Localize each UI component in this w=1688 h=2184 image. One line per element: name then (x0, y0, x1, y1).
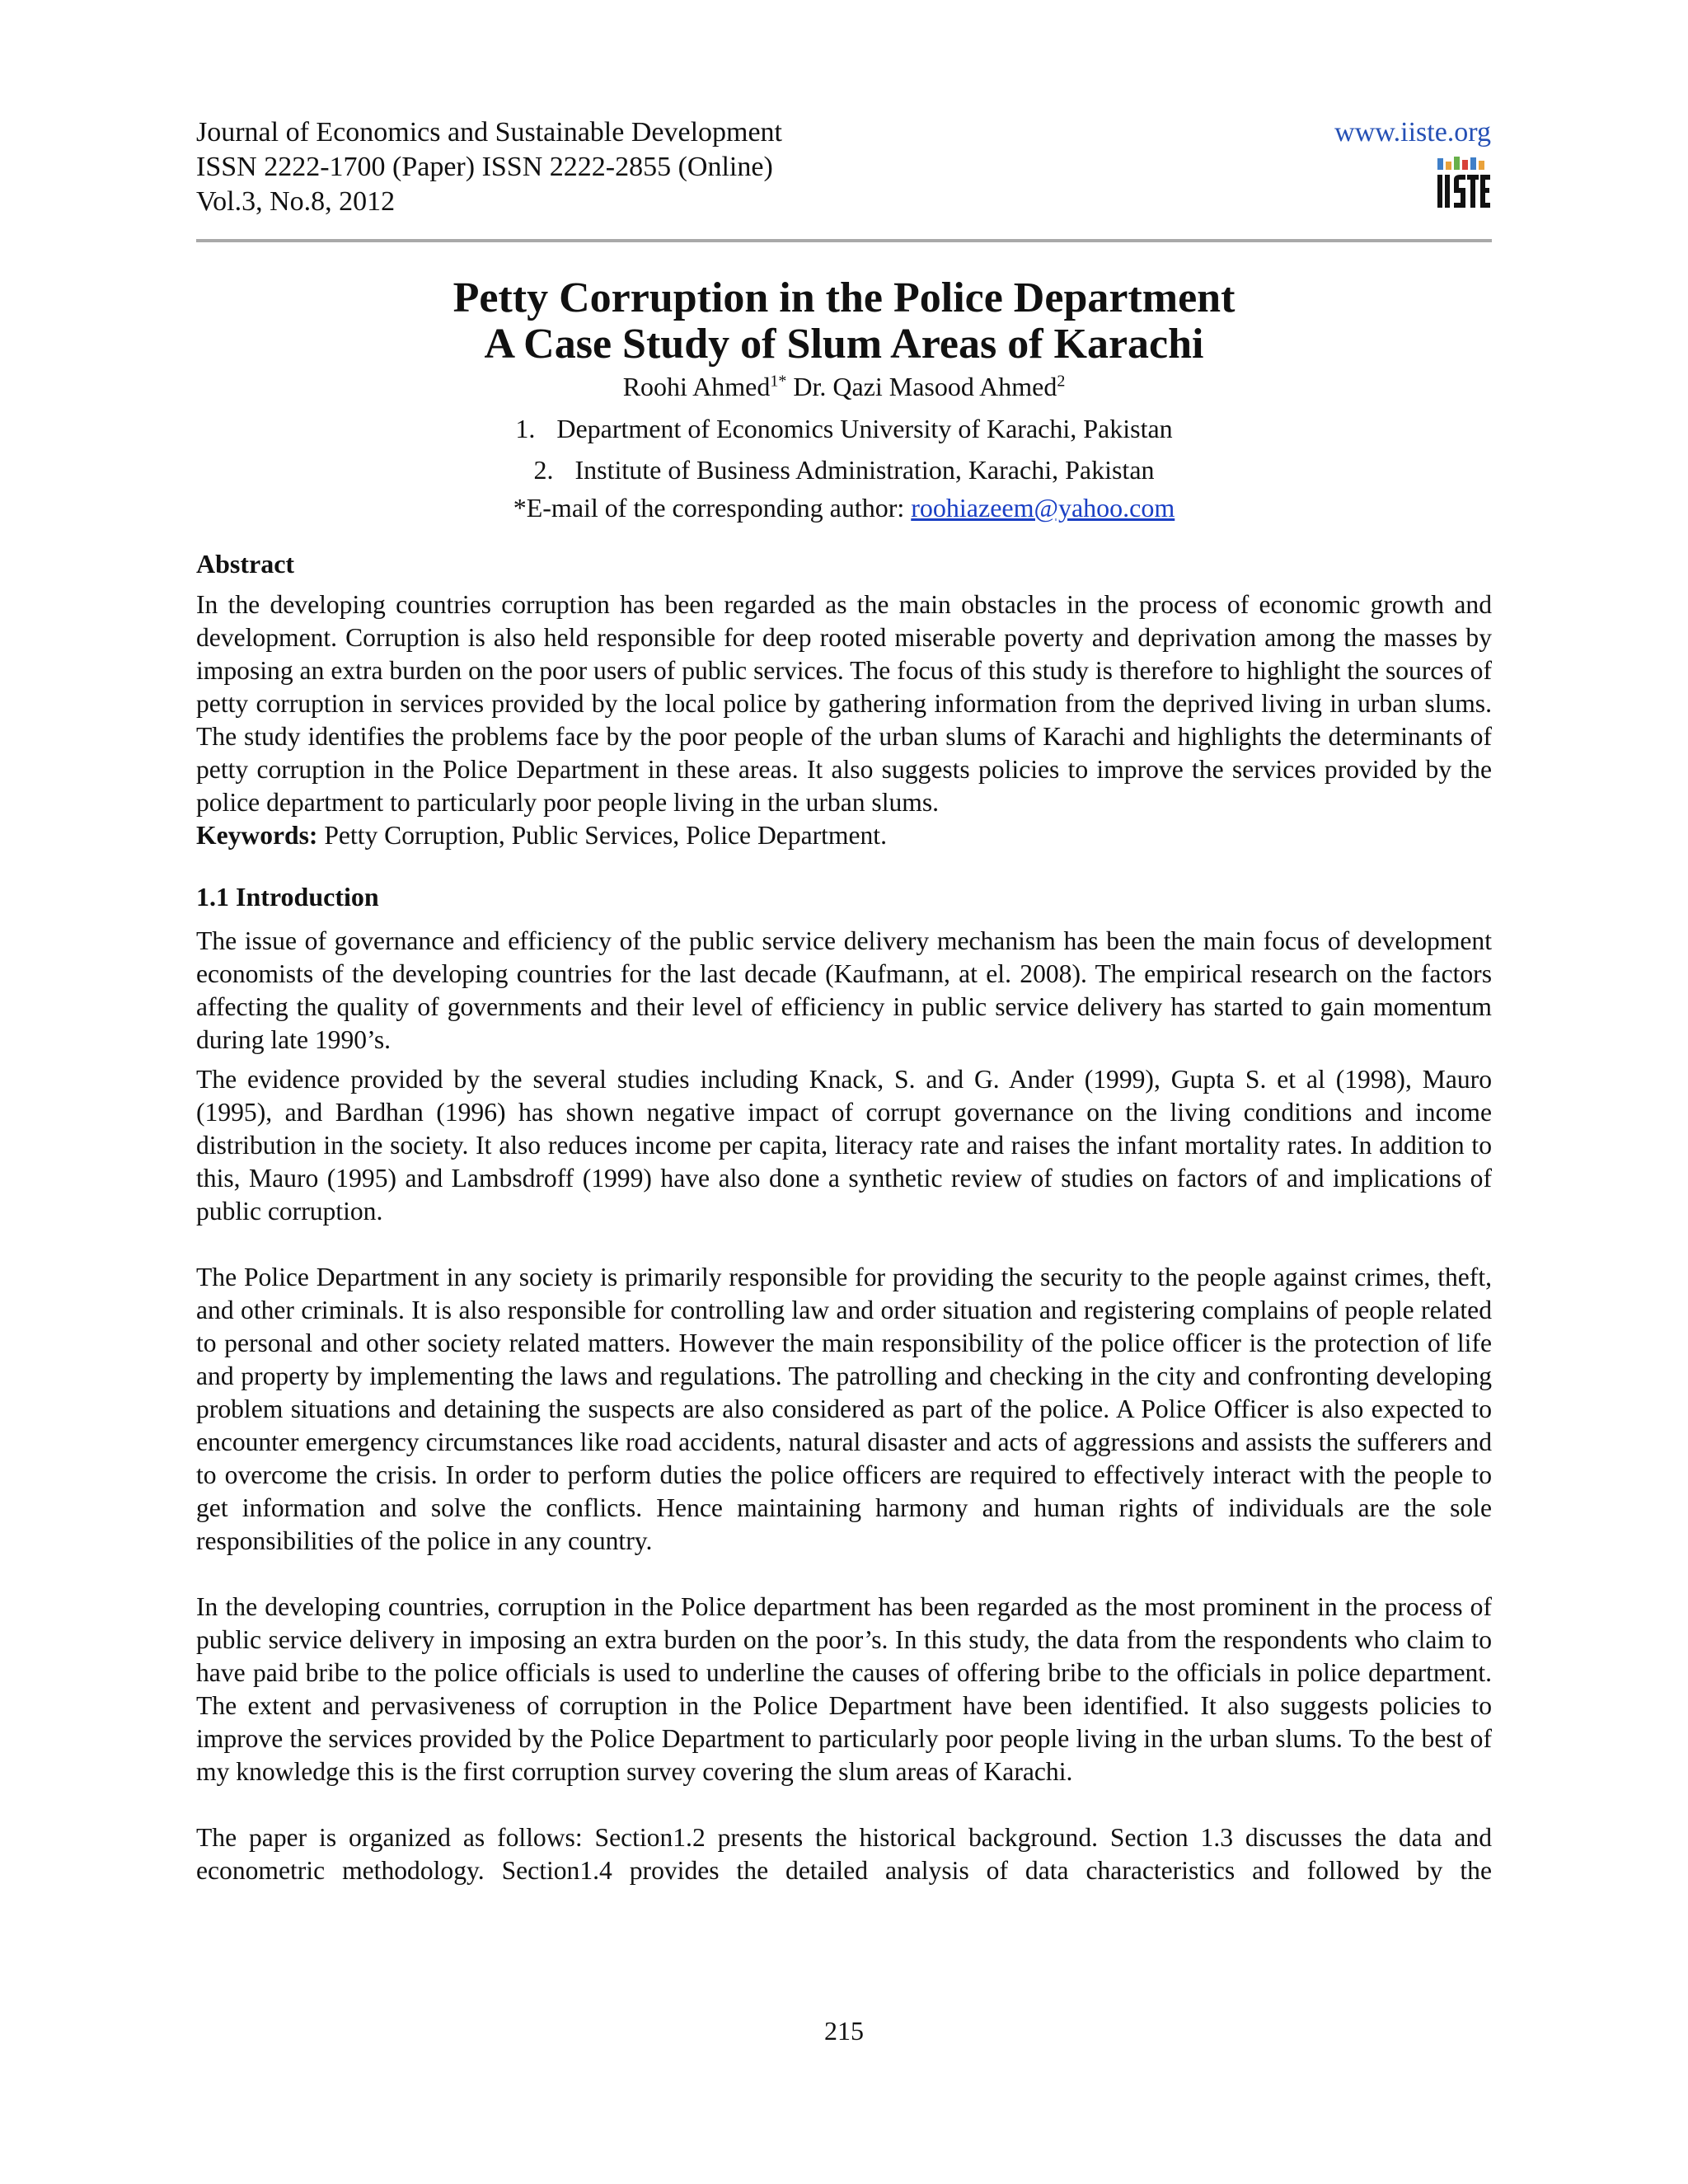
page-number: 215 (824, 2016, 864, 2046)
journal-volume: Vol.3, No.8, 2012 (196, 186, 396, 217)
affiliation-1 (196, 412, 1492, 445)
paper-title-line-2: A Case Study of Slum Areas of Karachi (484, 321, 1204, 368)
paper-body (196, 547, 1492, 1887)
journal-issn: ISSN 2222-1700 (Paper) ISSN 2222-2855 (Online) (196, 152, 773, 182)
journal-website-link[interactable]: www.iiste.org (1334, 117, 1491, 148)
affiliation-number: 2. (533, 455, 554, 485)
abstract-text: In the developing countries corruption has been regarded as the main obstacles in the process of economic growth and development. Corruption is also held responsible for deep rooted miserable poverty and deprivation among the masses by imposing an extra burden on the poor users of public services. The focus of this study is therefore to highlight the sources of petty corruption in services provided by the local police by gathering information from the deprived living in urban slums. The study identifies the problems face by the poor people of the urban slums of Karachi and highlights the determinants of petty corruption in the Police Department in these areas. It also suggests policies to improve the services provided by the police department to particularly poor people living in the urban slums. (196, 590, 1492, 817)
affiliation-number: 1. (515, 414, 536, 443)
author-list (196, 371, 1492, 402)
corresponding-email-link[interactable]: roohiazeem@yahoo.com (911, 493, 1175, 523)
author-2: Dr. Qazi Masood Ahmed (793, 372, 1057, 401)
title-block (196, 275, 1492, 524)
journal-name: Journal of Economics and Sustainable Development (196, 117, 782, 148)
iiste-logo (1434, 155, 1492, 209)
author-1: Roohi Ahmed (622, 372, 771, 401)
paper-title-line-1: Petty Corruption in the Police Department (452, 274, 1236, 321)
intro-paragraph-2: The evidence provided by the several studies including Knack, S. and G. Ander (1999), Gupta S. et al (1998), Mauro (1995), and Bardhan (1996) has shown negative impact of corrupt governance on the living conditions and income distribution in the society. It also reduces income per capita, literacy rate and raises the infant mortality rates. In addition to this, Mauro (1995) and Lambsdroff (1999) have also done a synthetic review of studies on factors of and implications of public corruption. (196, 1065, 1492, 1226)
corresponding-author (196, 491, 1492, 524)
affiliation-2 (196, 453, 1492, 486)
affiliation-text: Department of Economics University of Karachi, Pakistan (556, 414, 1173, 443)
journal-header (196, 115, 1492, 219)
intro-paragraph-3: The Police Department in any society is primarily responsible for providing the security to the people against crimes, theft, and other criminals. It is also responsible for controlling law and order situation and registering complains of people related to personal and other society related matters. However the main responsibility of the police officer is the protection of life and property by implementing the laws and regulations. The patrolling and checking in the city and confronting developing problem situations and detaining the suspects are also considered as part of the police. A Police Officer is also expected to encounter emergency circumstances like road accidents, natural disaster and acts of aggressions and assists the sufferers and to overcome the crisis. In order to perform duties the police officers are required to effectively interact with the people to get information and solve the conflicts. Hence maintaining harmony and human rights of individuals are the sole responsibilities of the police in any country. (196, 1263, 1492, 1555)
author-1-marker: 1* (770, 372, 787, 391)
intro-paragraph-1: The issue of governance and efficiency of the public service delivery mechanism has been the main focus of development economists of the developing countries for the last decade (Kaufmann, at el. 2008). The empirical research on the factors affecting the quality of governments and their level of efficiency in public service delivery has started to gain momentum during late 1990’s. (196, 926, 1492, 1054)
intro-paragraph-4: In the developing countries, corruption in the Police department has been regarded as the most prominent in the process of public service delivery in imposing an extra burden on the poor’s. In this study, the data from the respondents who claim to have paid bribe to the police officials is used to underline the causes of offering bribe to the officials in police department. The extent and pervasiveness of corruption in the Police Department have been identified. It also suggests policies to improve the services provided by the Police Department to particularly poor people living in the urban slums. To the best of my knowledge this is the first corruption survey covering the slum areas of Karachi. (196, 1592, 1492, 1786)
keywords-label: Keywords: (196, 821, 318, 850)
keywords-text: Petty Corruption, Public Services, Police Department. (317, 821, 887, 850)
introduction-heading: 1.1 Introduction (196, 882, 379, 912)
intro-paragraph-5: The paper is organized as follows: Section1.2 presents the historical background. Section 1.3 discusses the data and econometric methodology. Section1.4 provides the detailed analysis of data characteristics and followed by the (196, 1823, 1492, 1885)
author-2-marker: 2 (1057, 372, 1066, 391)
affiliation-text: Institute of Business Administration, Karachi, Pakistan (574, 455, 1155, 485)
header-divider (196, 239, 1492, 242)
keywords-line (196, 819, 1492, 852)
corresponding-label: *E-mail of the corresponding author: (513, 493, 905, 523)
abstract-heading: Abstract (196, 549, 295, 579)
